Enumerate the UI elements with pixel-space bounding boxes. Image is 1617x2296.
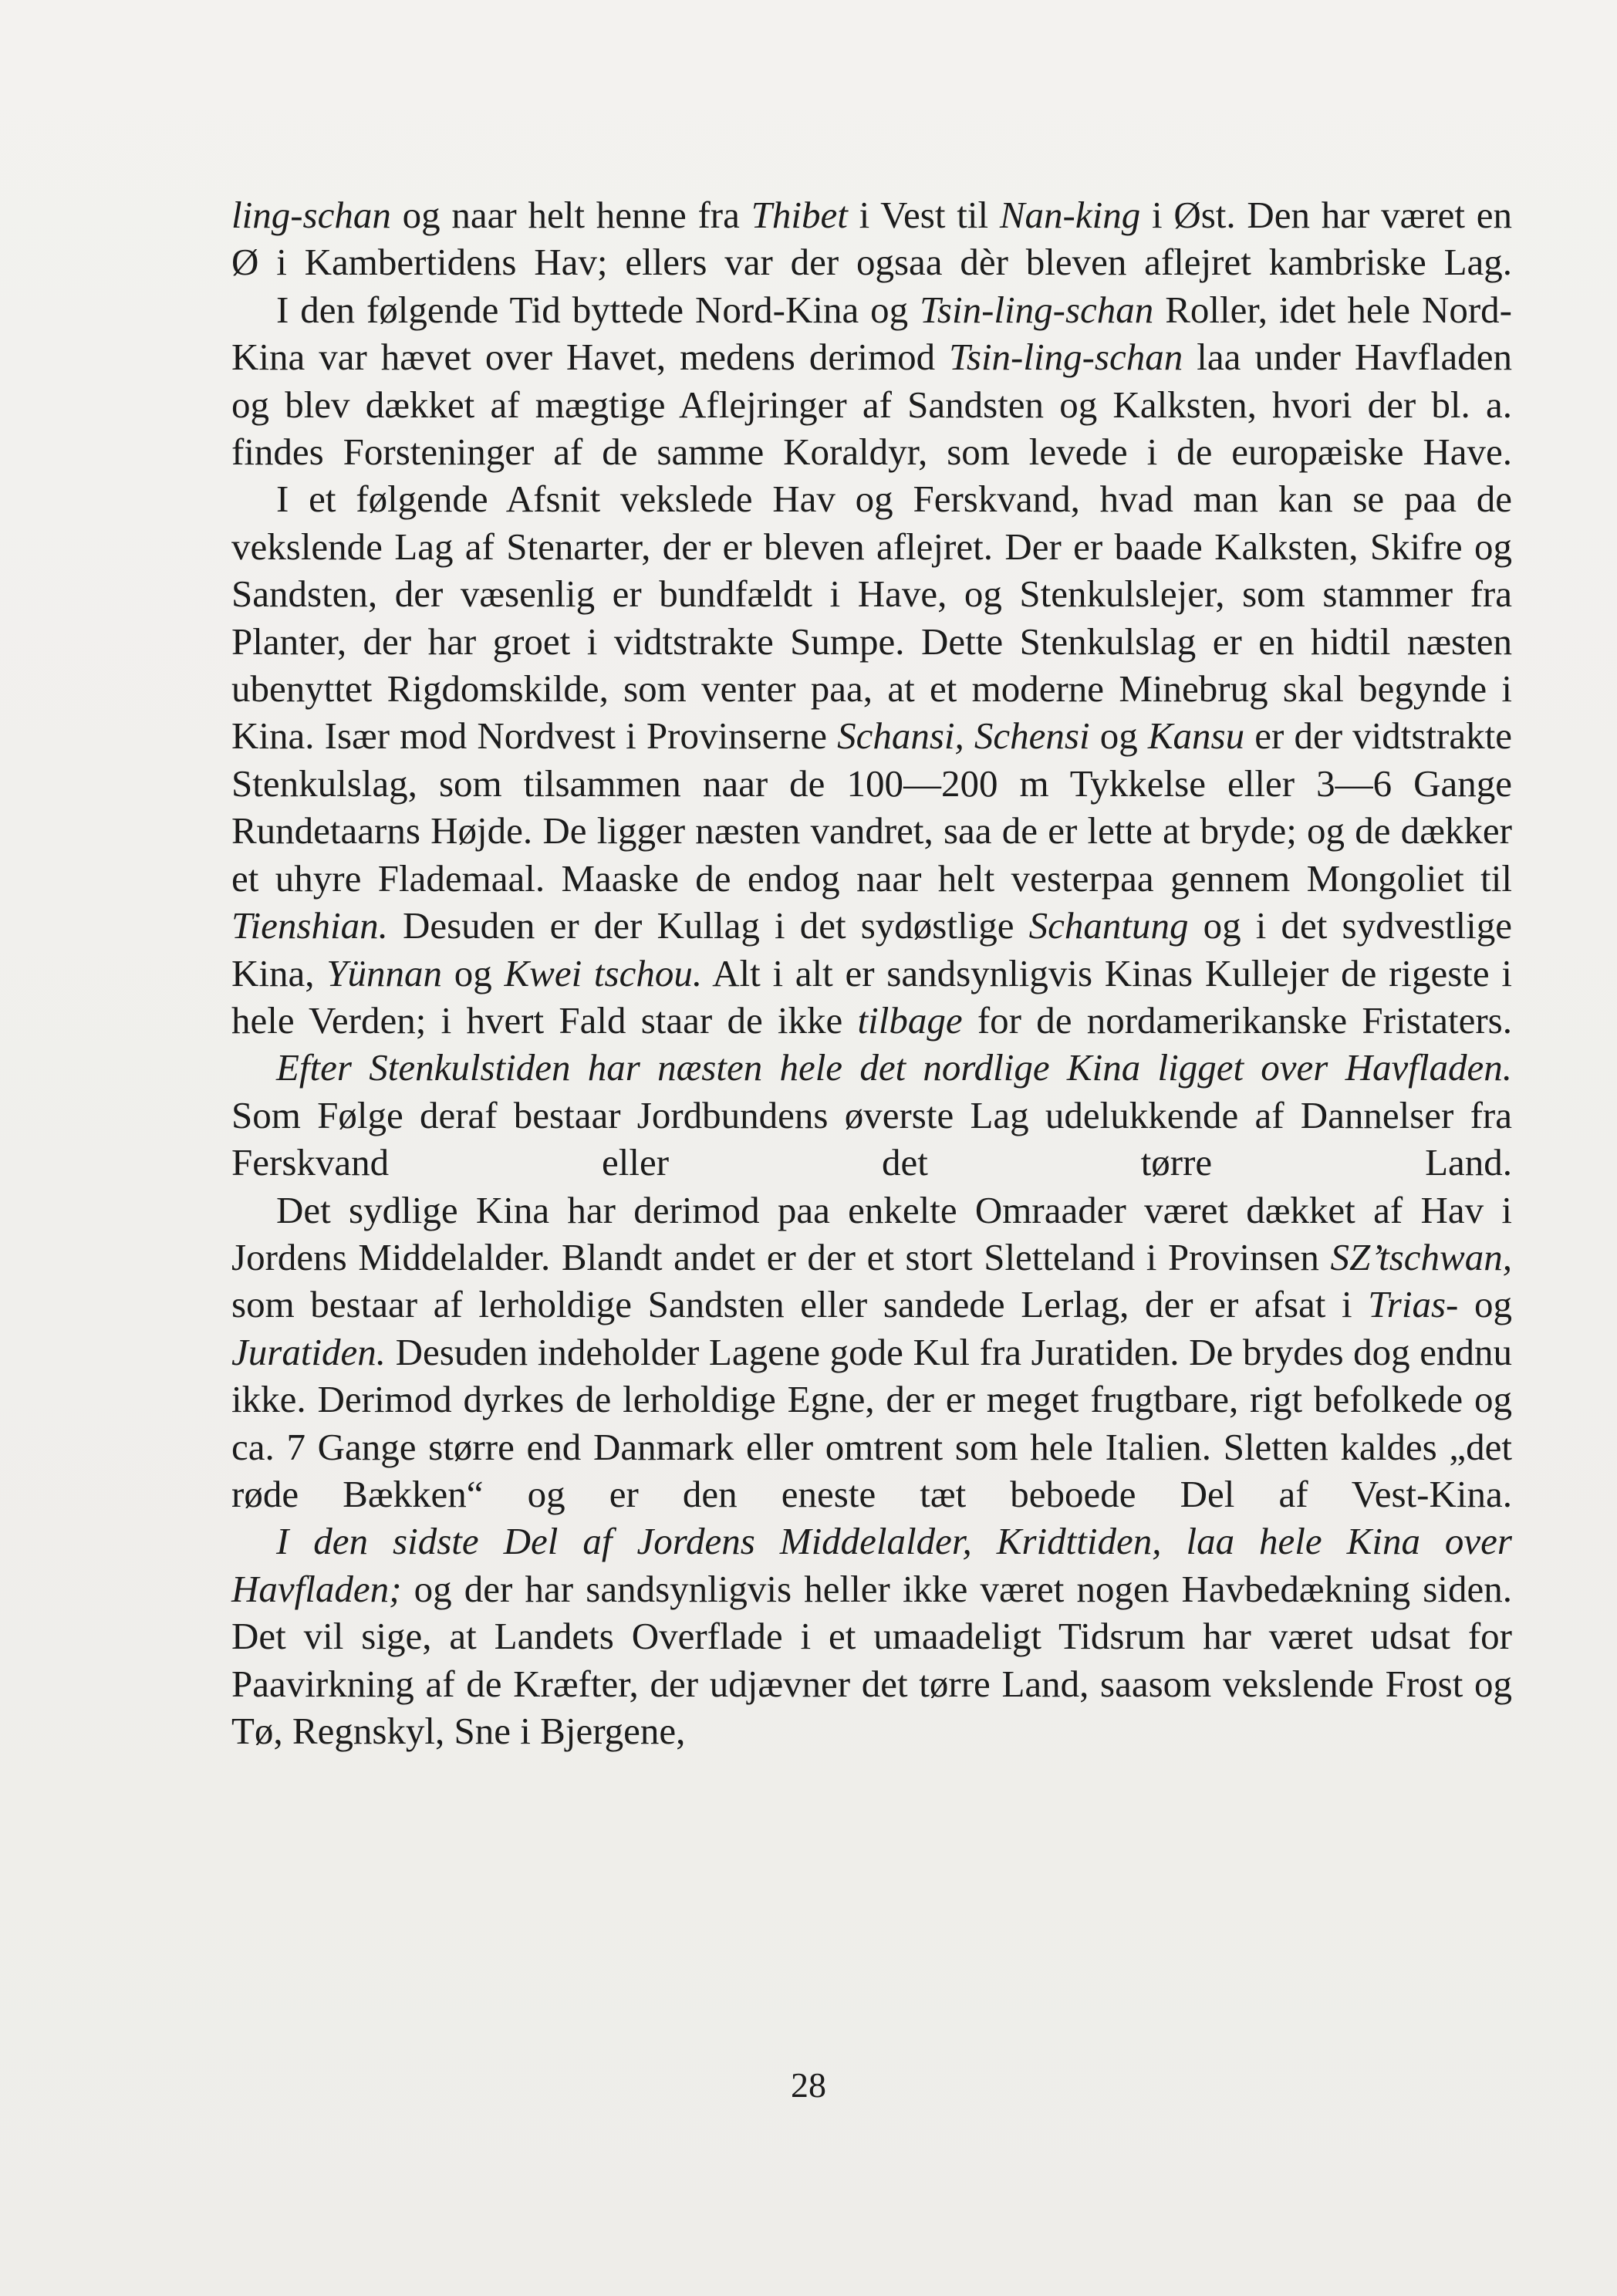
text-run: for de nordamerikanske Fristaters. <box>962 998 1512 1042</box>
italic-run: tilbage <box>857 998 963 1042</box>
italic-run: Kansu <box>1147 714 1245 758</box>
italic-run: Tsin-ling-schan <box>920 288 1154 331</box>
text-run: Roller, idet hele Nord-Kina var hævet over Havet, medens derimod <box>231 288 1512 379</box>
italic-run: Trias- <box>1368 1283 1459 1326</box>
text-run: og naar helt henne fra <box>390 194 751 236</box>
italic-run: Juratiden. <box>231 1330 387 1373</box>
paragraph-6 <box>231 1518 1512 1754</box>
text-run: og <box>1458 1283 1512 1326</box>
text-run: Desuden er der Kullag i det sydøstlige <box>387 904 1029 947</box>
text-run: I den følgende Tid byttede Nord-Kina og <box>276 288 920 331</box>
italic-run: Nan-king <box>999 194 1141 236</box>
text-run: som bestaar af lerholdige Sandsten eller sandede Lerlag, der er afsat i <box>231 1283 1369 1326</box>
italic-run: Yünnan <box>326 951 442 994</box>
text-run: I et følgende Afsnit vekslede Hav og Ferskvand, hvad man kan se paa de vekslende Lag af Stenarter, der er bleven aflejret. Der er baade Kalksten, Skifre og Sandsten, der væsenlig er bundfældt i Have, og Stenkulslejer, som stammer fra Planter, der har groet i vidtstrakte Sumpe. Dette Stenkulslag er en hidtil næsten ubenyttet Rigdomskilde, som venter paa, at et moderne Minebrug skal begynde i Kina. Især mod Nordvest i Provinserne <box>231 478 1512 758</box>
italic-run: Tienshian. <box>231 904 388 947</box>
text-run: laa under Havfladen og blev dækket af mægtige Aflejringer af Sandsten og Kalksten, hvori der bl. a. findes Forsteninger af de samme Koraldyr, som levede i de europæiske Have. <box>231 336 1512 474</box>
text-run: Det sydlige Kina har derimod paa enkelte Omraader været dækket af Hav i Jordens Middelalder. Blandt andet er der et stort Sletteland i Provinsen <box>231 1188 1512 1278</box>
text-run: og <box>1089 714 1148 758</box>
text-run: Desuden indeholder Lagene gode Kul fra Juratiden. De brydes dog endnu ikke. Derimod dyrkes de lerholdige Egne, der er meget frugtbare, rigt befolkede og ca. 7 Gange større end Danmark eller omtrent som hele Italien. Sletten kaldes „det røde Bækken“ og er den eneste tæt beboede Del af Vest-Kina. <box>231 1330 1512 1515</box>
italic-run: Kwei tschou. <box>504 951 703 994</box>
text-run: og <box>442 951 505 994</box>
text-run: Alt i alt er sandsynligvis Kinas Kullejer de rigeste i hele Verden; i hvert Fald staar de ikke <box>231 951 1513 1042</box>
body-text <box>231 191 1512 1754</box>
page-number: 28 <box>791 2065 826 2105</box>
text-run: er der vidtstrakte Stenkulslag, som tilsammen naar de 100—200 m Tykkelse eller 3—6 Gange Rundetaarns Højde. De ligger næsten vandret, saa de er lette at bryde; og de dækker et uhyre Flademaal. Maaske de endog naar helt vesterpaa gennem Mongoliet til <box>231 714 1512 900</box>
text-run: i Vest til <box>847 194 1000 236</box>
paragraph-4 <box>231 1044 1512 1186</box>
paragraph-3 <box>231 475 1512 1044</box>
italic-run: SZ’tschwan, <box>1330 1235 1512 1278</box>
paragraph-5 <box>231 1187 1512 1518</box>
paragraph-2 <box>231 286 1512 476</box>
italic-run: ling-schan <box>231 194 391 236</box>
text-run: i Øst. Den har været en Ø i Kambertidens Hav; ellers var der ogsaa dèr bleven aflejret kambriske Lag. <box>231 194 1512 284</box>
text-run: Som Følge deraf bestaar Jordbundens øverste Lag udelukkende af Dannelser fra Ferskvand eller det tørre Land. <box>231 1093 1512 1184</box>
italic-run: Schansi, Schensi <box>837 714 1090 758</box>
italic-run: Tsin-ling-schan <box>949 336 1183 379</box>
text-run: og i det sydvestlige Kina, <box>231 904 1512 994</box>
paragraph-1 <box>231 191 1512 286</box>
italic-run: Schantung <box>1028 904 1189 947</box>
text-run: og der har sandsynligvis heller ikke været nogen Havbedækning siden. Det vil sige, at Landets Overflade i et umaadeligt Tidsrum har været udsat for Paavirkning af de Kræfter, der udjævner det tørre Land, saasom vekslende Frost og Tø, Regnskyl, Sne i Bjergene, <box>231 1567 1512 1752</box>
italic-run: Thibet <box>751 194 848 236</box>
italic-run: Efter Stenkulstiden har næsten hele det nordlige Kina ligget over Havfladen. <box>276 1046 1512 1089</box>
italic-run: I den sidste Del af Jordens Middelalder, Kridttiden, laa hele Kina over Havfladen; <box>231 1520 1512 1610</box>
